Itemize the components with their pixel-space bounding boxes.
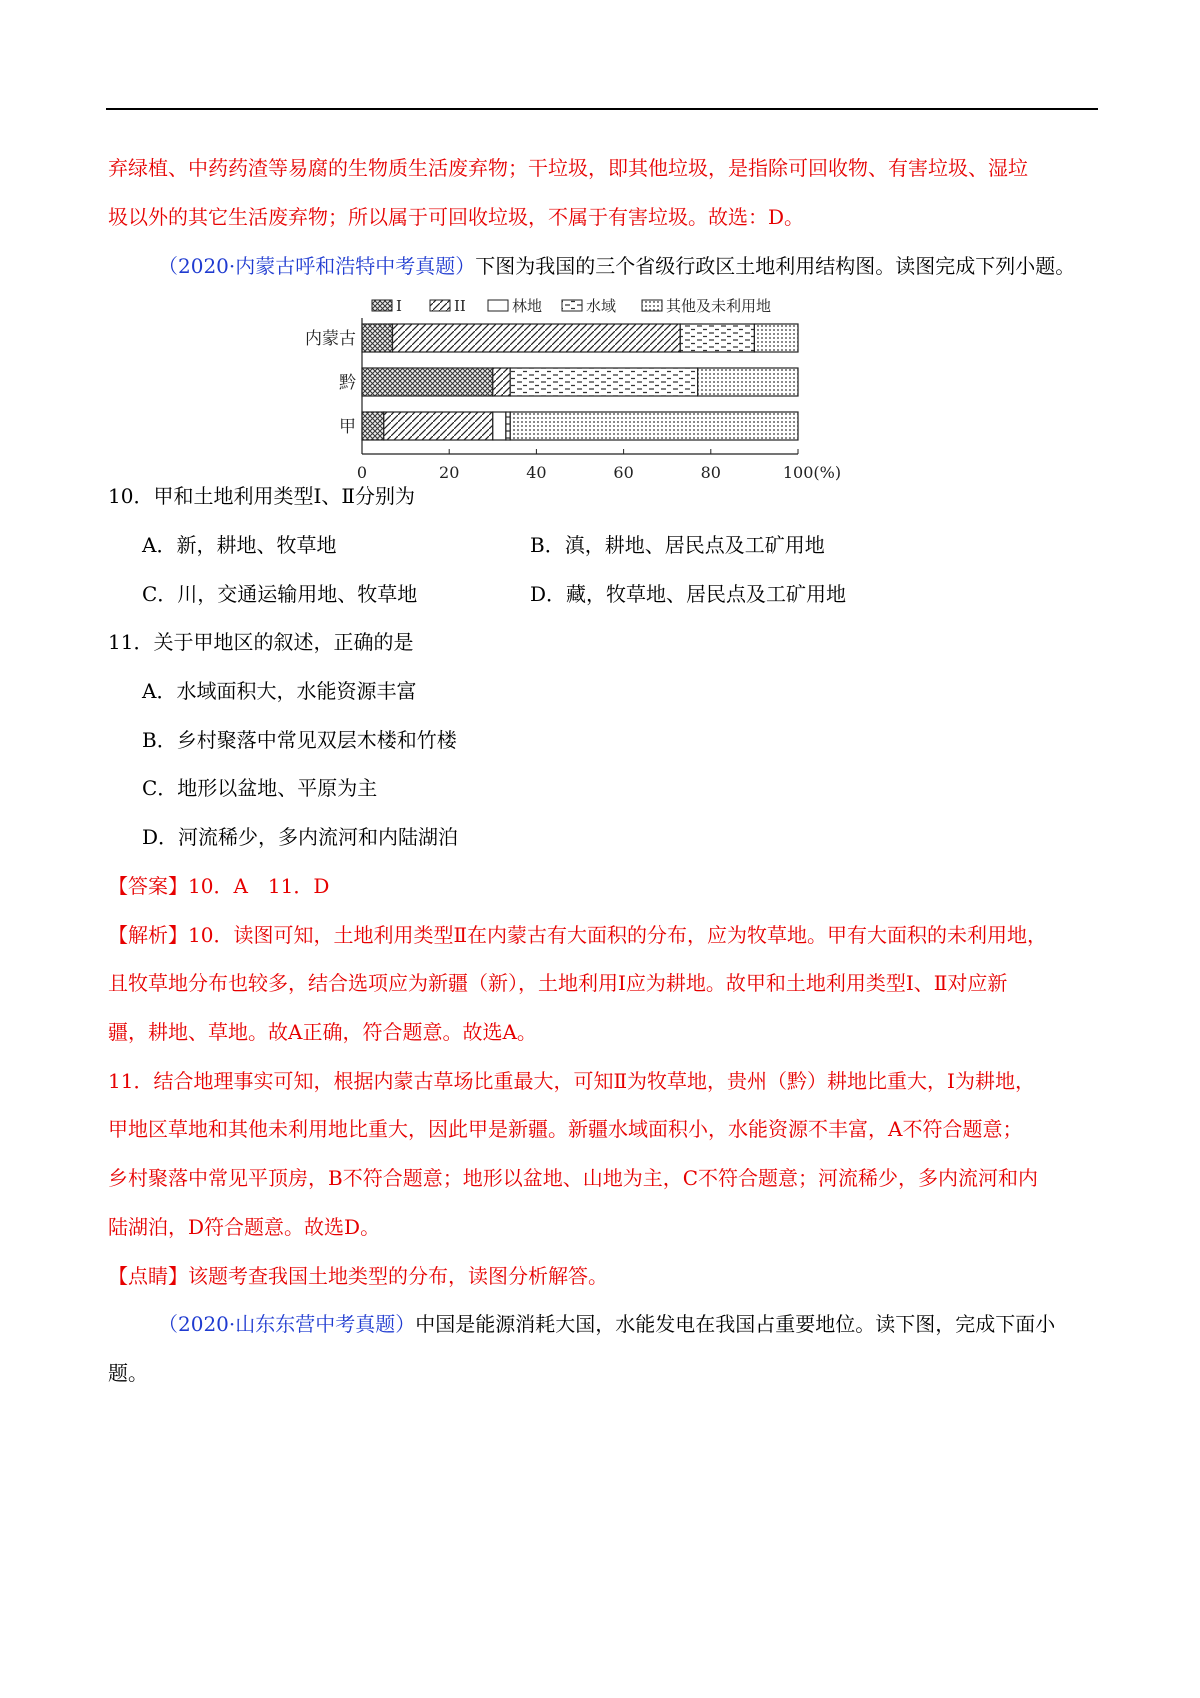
answer-line: 【答案】10．A 11．D (108, 874, 330, 898)
analysis-text-line: 圾以外的其它生活废弃物；所以属于可回收垃圾，不属于有害垃圾。故选：D。 (108, 205, 805, 229)
legend-swatch (642, 300, 662, 311)
question-intro-text: 下图为我国的三个省级行政区土地利用结构图。读图完成下列小题。 (475, 254, 1076, 278)
bar-segment (698, 368, 798, 396)
question-source: （2020·内蒙古呼和浩特中考真题） (158, 254, 476, 278)
analysis-text-line: 11．结合地理事实可知，根据内蒙古草场比重最大，可知Ⅱ为牧草地，贵州（黔）耕地比重大，Ⅰ为耕地， (108, 1069, 1035, 1093)
analysis-text-line: 且牧草地分布也较多，结合选项应为新疆（新），土地利用Ⅰ应为耕地。故甲和土地利用类型Ⅰ、Ⅱ对应新 (108, 971, 1008, 995)
bar-segment (393, 324, 681, 352)
bar-segment (506, 412, 510, 440)
question-intro-text: 中国是能源消耗大国，水能发电在我国占重要地位。读下图，完成下面小 (415, 1312, 1056, 1336)
x-tick-label: 40 (526, 463, 547, 482)
x-tick-label: 60 (613, 463, 634, 482)
legend-swatch (562, 300, 582, 311)
q11-option-b[interactable]: B．乡村聚落中常见双层木楼和竹楼 (142, 728, 457, 752)
bar-segment (754, 324, 798, 352)
q11-stem: 11．关于甲地区的叙述，正确的是 (108, 630, 414, 654)
bar-segment (384, 412, 493, 440)
legend-label: 其他及未利用地 (666, 297, 772, 315)
header-rule (106, 108, 1098, 110)
x-tick-label: 0 (356, 463, 368, 482)
x-tick-label: 80 (700, 463, 721, 482)
analysis-text-line: 乡村聚落中常见平顶房，B不符合题意；地形以盆地、山地为主，C不符合题意；河流稀少，多内流河和内 (108, 1166, 1038, 1190)
next-question-intro (158, 1310, 1055, 1338)
dianjing-line: 【点睛】该题考查我国土地类型的分布，读图分析解答。 (108, 1264, 608, 1288)
bar-segment (510, 368, 697, 396)
analysis-text-line: 陆湖泊，D符合题意。故选D。 (108, 1215, 381, 1239)
q11-option-d[interactable]: D．河流稀少，多内流河和内陆湖泊 (142, 825, 459, 849)
legend-label: I (396, 297, 402, 315)
bar-segment (510, 412, 798, 440)
legend-swatch (372, 300, 392, 311)
analysis-text-line: 甲地区草地和其他未利用地比重大，因此甲是新疆。新疆水域面积小，水能资源不丰富，A不符合题意； (108, 1117, 1023, 1141)
bar-segment (362, 412, 384, 440)
question-intro (158, 252, 1075, 280)
legend-label: 林地 (512, 297, 543, 315)
category-label: 黔 (339, 373, 356, 393)
category-label: 甲 (339, 417, 356, 437)
bar-segment (493, 412, 506, 440)
x-tick-label: 100(%) (782, 463, 842, 482)
analysis-text-line: 弃绿植、中药药渣等易腐的生物质生活废弃物；干垃圾，即其他垃圾，是指除可回收物、有害垃圾、湿垃 (108, 156, 1028, 180)
bar-segment (680, 324, 754, 352)
analysis-text-line: 疆，耕地、草地。故A正确，符合题意。故选A。 (108, 1020, 537, 1044)
q10-option-b[interactable]: B．滇，耕地、居民点及工矿用地 (530, 533, 825, 557)
analysis-text-line: 【解析】10．读图可知，土地利用类型Ⅱ在内蒙古有大面积的分布，应为牧草地。甲有大面积的未利用地， (108, 923, 1048, 947)
q10-stem: 10．甲和土地利用类型Ⅰ、Ⅱ分别为 (108, 484, 415, 508)
legend-swatch (488, 300, 508, 311)
bar-segment (493, 368, 510, 396)
legend-label: II (454, 297, 466, 315)
x-tick-label: 20 (439, 463, 460, 482)
land-use-chart (300, 296, 900, 510)
q10-option-c[interactable]: C．川，交通运输用地、牧草地 (142, 582, 418, 606)
category-label: 内蒙古 (305, 329, 356, 349)
next-question-intro-cont: 题。 (108, 1361, 148, 1385)
q11-option-a[interactable]: A．水域面积大，水能资源丰富 (142, 679, 417, 703)
q10-option-d[interactable]: D．藏，牧草地、居民点及工矿用地 (530, 582, 847, 606)
q11-option-c[interactable]: C．地形以盆地、平原为主 (142, 776, 378, 800)
q10-option-a[interactable]: A．新，耕地、牧草地 (142, 533, 337, 557)
legend-label: 水域 (586, 297, 617, 315)
bar-segment (362, 324, 393, 352)
bar-segment (362, 368, 493, 396)
question-source: （2020·山东东营中考真题） (158, 1312, 416, 1336)
legend-swatch (430, 300, 450, 311)
